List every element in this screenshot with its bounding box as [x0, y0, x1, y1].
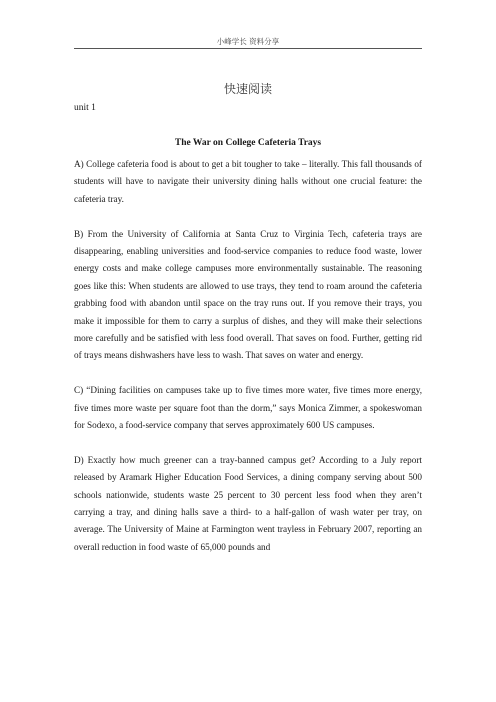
article-body [74, 156, 422, 574]
unit-label: unit 1 [74, 103, 96, 113]
paragraph-d: D) Exactly how much greener can a tray-banned campus get? According to a July report released by Aramark Higher Education Food Services, a dining company serving about 500 schools nationwide, students waste 25 percent to 30 percent less food when they aren’t carrying a tray, and dining halls save a third- to a half-gallon of wash water per tray, on average. The University of Maine at Farmington went trayless in February 2007, reporting an overall reduction in food waste of 65,000 pounds and [74, 454, 422, 552]
paragraph-c: C) “Dining facilities on campuses take up to five times more water, five times more energy, five times more waste per square foot than the dorm,” says Monica Zimmer, a spokeswoman for Sodexo, a food-service company that serves approximately 600 US campuses. [74, 385, 422, 431]
document-title: 快速阅读 [223, 82, 272, 96]
page-header: 小峰学长 资料分享 [216, 37, 280, 46]
article-title: The War on College Cafeteria Trays [174, 138, 322, 148]
header-divider [74, 48, 422, 49]
paragraph-b: B) From the University of California at Santa Cruz to Virginia Tech, cafeteria trays are disappearing, enabling universities and food-service companies to reduce food waste, lower energy costs and make college campuses more environmentally sustainable. The reasoning goes like this: When students are allowed to use trays, they tend to roam around the cafeteria grabbing food with abandon until space on the tray runs out. If you remove their trays, you make it impossible for them to carry a surplus of dishes, and they will make their selections more carefully and be satisfied with less food overall. That saves on food. Further, getting rid of trays means dishwashers have less to wash. That saves on water and energy. [74, 228, 422, 361]
paragraph-a: A) College cafeteria food is about to get a bit tougher to take – literally. This fall thousands of students will have to navigate their university dining halls without one crucial feature: the cafeteria tray. [74, 159, 422, 204]
